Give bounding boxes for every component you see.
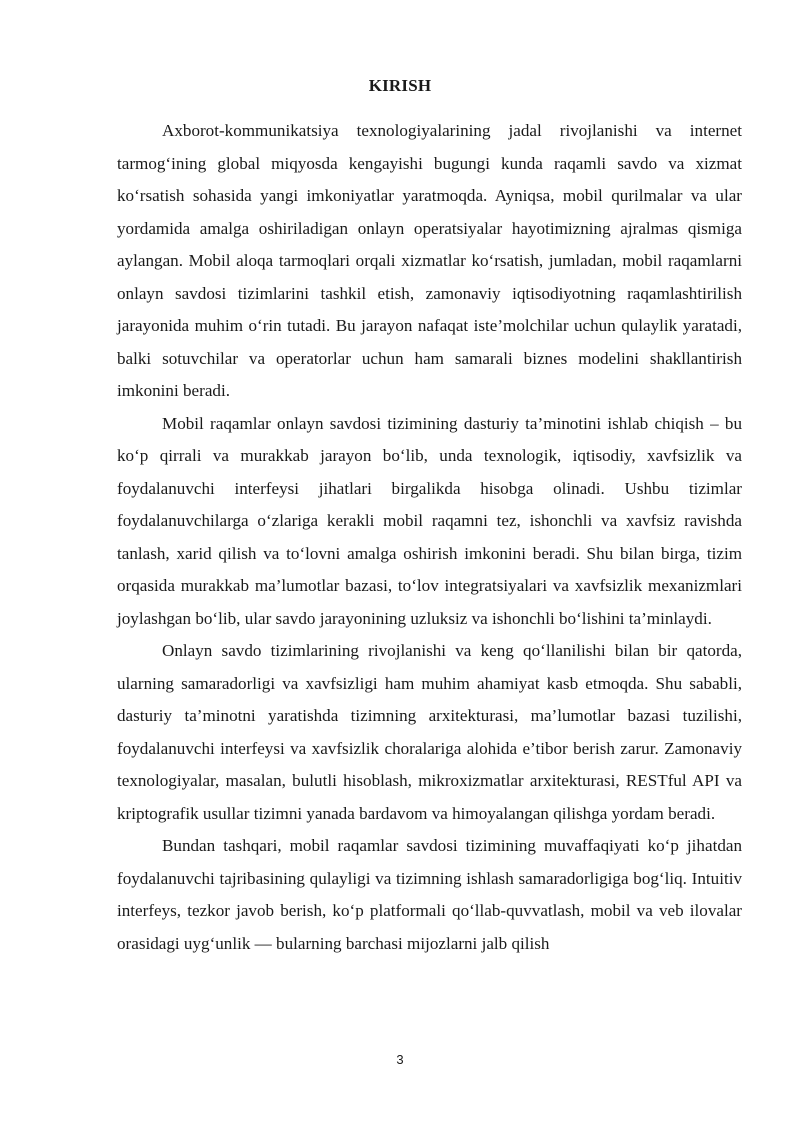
section-heading: KIRISH — [368, 76, 432, 95]
body-text — [117, 115, 742, 960]
page-number: 3 — [396, 1052, 404, 1067]
paragraph-2: Mobil raqamlar onlayn savdosi tizimining dasturiy ta’minotini ishlab chiqish – bu ko‘p qirrali va murakkab jarayon bo‘lib, unda texnologik, iqtisodiy, xavfsizlik va foydalanuvchi interfeysi jihatlari birgalikda hisobga olinadi. Ushbu tizimlar foydalanuvchilarga o‘zlariga kerakli mobil raqamni tez, ishonchli va xavfsiz ravishda tanlash, xarid qilish va to‘lovni amalga oshirish imkonini beradi. Shu bilan birga, tizim orqasida murakkab ma’lumotlar bazasi, to‘lov integratsiyalari va xavfsizlik mexanizmlari joylashgan bo‘lib, ular savdo jarayonining uzluksiz va ishonchli bo‘lishini ta’minlaydi. — [117, 413, 742, 628]
paragraph-1: Axborot-kommunikatsiya texnologiyalarining jadal rivojlanishi va internet tarmog‘ining global miqyosda kengayishi bugungi kunda raqamli savdo va xizmat ko‘rsatish sohasida yangi imkoniyatlar yaratmoqda. Ayniqsa, mobil qurilmalar va ular yordamida amalga oshiriladigan onlayn operatsiyalar hayotimizning ajralmas qismiga aylangan. Mobil aloqa tarmoqlari orqali xizmatlar ko‘rsatish, jumladan, mobil raqamlarni onlayn savdosi tizimlarini tashkil etish, zamonaviy iqtisodiyotning raqamlashtirilish jarayonida muhim o‘rin tutadi. Bu jarayon nafaqat iste’molchilar uchun qulaylik yaratadi, balki sotuvchilar va operatorlar uchun ham samarali biznes modelini shakllantirish imkonini beradi. — [117, 121, 742, 400]
paragraph-4: Bundan tashqari, mobil raqamlar savdosi tizimining muvaffaqiyati ko‘p jihatdan foydalanuvchi tajribasining qulayligi va tizimning ishlash samaradorligiga bog‘liq. Intuitiv interfeys, tezkor javob berish, ko‘p platformali qo‘llab-quvvatlash, mobil va veb ilovalar orasidagi uyg‘unlik — bularning barchasi mijozlarni jalb qilish — [117, 836, 742, 953]
paragraph-3: Onlayn savdo tizimlarining rivojlanishi va keng qo‘llanilishi bilan bir qatorda, ularning samaradorligi va xavfsizligi ham muhim ahamiyat kasb etmoqda. Shu sababli, dasturiy ta’minotni yaratishda tizimning arxitekturasi, ma’lumotlar bazasi tuzilishi, foydalanuvchi interfeysi va xavfsizlik choralariga alohida e’tibor berish zarur. Zamonaviy texnologiyalar, masalan, bulutli hisoblash, mikroxizmatlar arxitekturasi, RESTful API va kriptografik usullar tizimni yanada bardavom va himoyalangan qilishga yordam beradi. — [117, 641, 742, 823]
